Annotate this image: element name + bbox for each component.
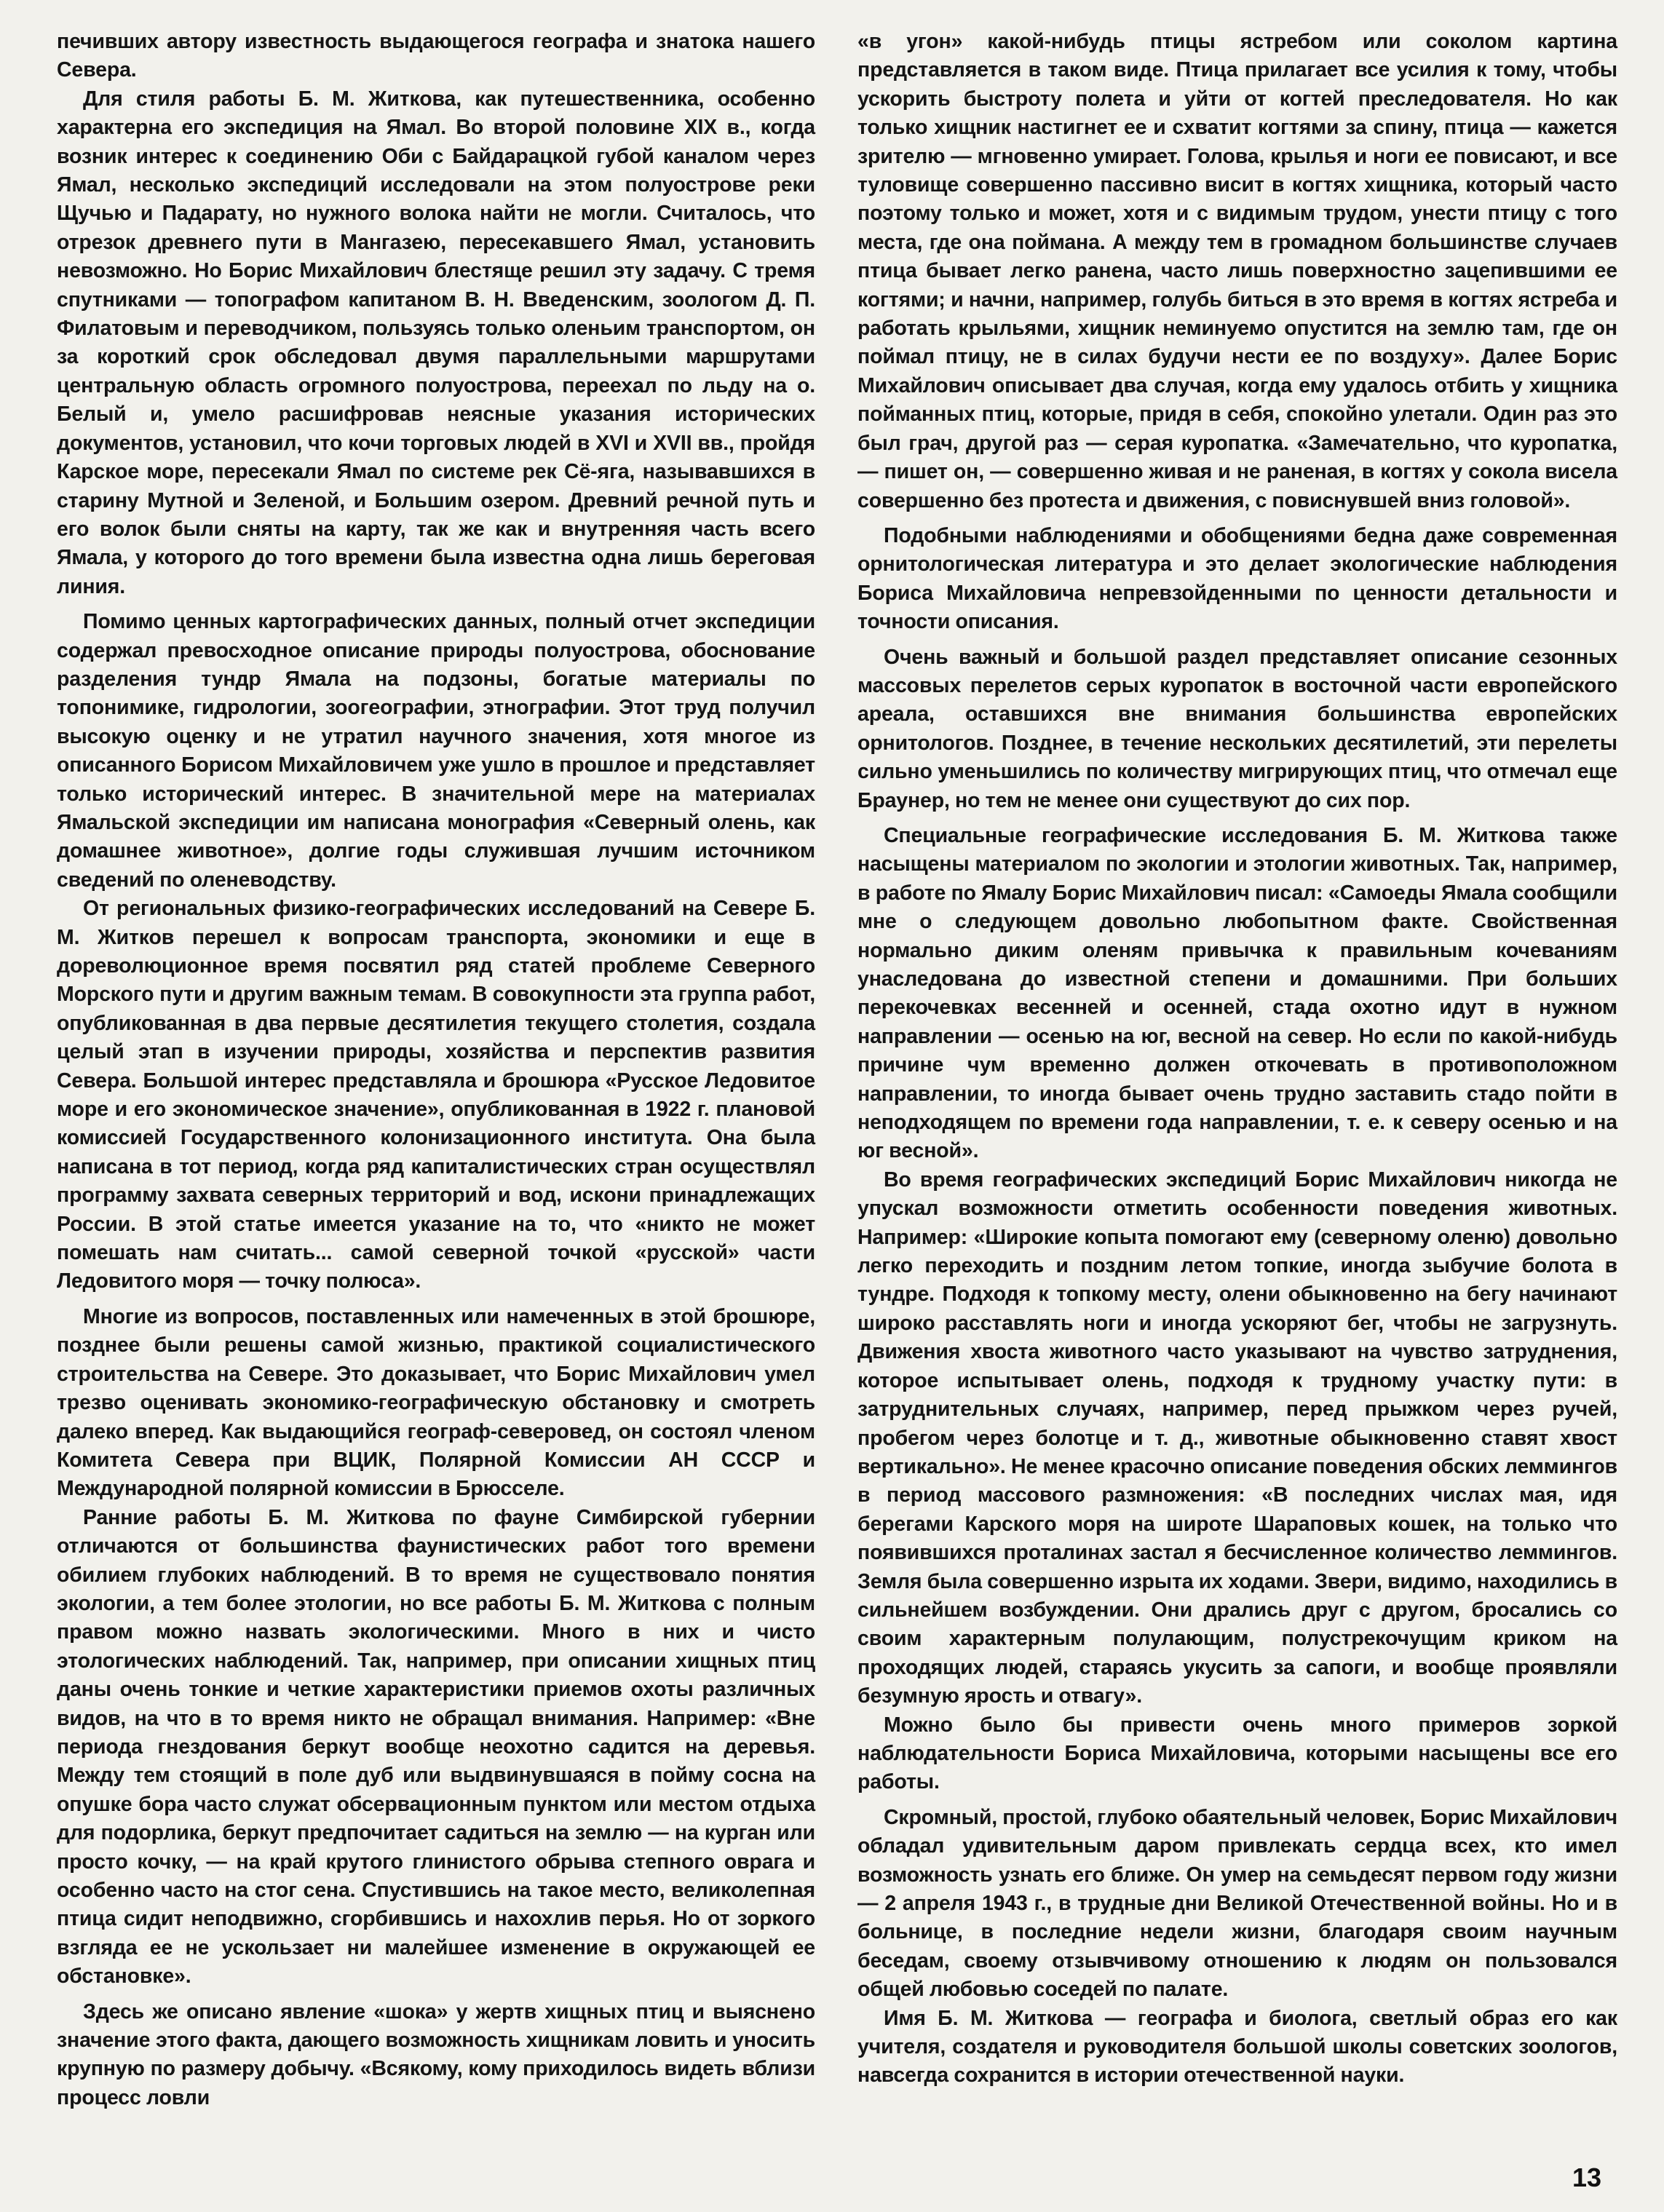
paragraph: печивших автору известность выдающегося географа и знатока нашего Севера. [57,30,815,82]
paragraph: Здесь же описано явление «шока» у жертв хищных птиц и выяснено значение этого факта, дающего возможность хищникам ловить и уносить крупную по размеру добычу. «Всякому, кому приходилось видеть вблизи процесс ловли [57,1999,815,2109]
paragraph: Многие из вопросов, поставленных или намеченных в этой брошюре, позднее были решены самой жизнью, практикой социалистического строительства на Севере. Это доказывает, что Борис Михайлович умел трезво оценивать экономико-географическую обстановку и смотреть далеко вперед. Как выдающийся географ-северовед, он состоял членом Комитета Севера при ВЦИК, Полярной Комиссии АН СССР и Международной полярной комиссии в Брюсселе. [57,1304,815,1501]
left-column [57,28,815,2112]
paragraph: Ранние работы Б. М. Житкова по фауне Симбирской губернии отличаются от большинства фаунистических работ того времени обилием глубоких наблюдений. В то время не существовало понятия экологии, а тем более этологии, но все работы Б. М. Житкова с полным правом можно назвать экологическими. Много в них и чисто этологических наблюдений. Так, например, при описании хищных птиц даны очень тонкие и четкие характеристики приемов охоты различных видов, на что в то время никто не обращал внимания. Например: «Вне периода гнездования беркут вообще неохотно садится на деревья. Между тем стоящий в поле дуб или выдвинувшаяся в пойму сосна на опушке бора часто служат обсервационным пунктом или местом отдыха для подорлика, беркут предпочитает садиться на землю — на курган или просто кочку, — на край крутого глинистого обрыва степного оврага и особенно часто на стог сена. Спустившись на такое место, великолепная птица сидит неподвижно, сгорбившись и нахохлив перья. Но от зоркого взгляда ее не ускользает ни малейшее изменение в окружающей ее обстановке». [57,1505,815,1989]
paragraph: Подобными наблюдениями и обобщениями бедна даже современная орнитологическая литература и это делает экологические наблюдения Бориса Михайловича непревзойденными по ценности детальности и точности описания. [857,523,1617,634]
page-number: 13 [1572,2163,1601,2192]
paragraph: Очень важный и большой раздел представляет описание сезонных массовых перелетов серых куропаток в восточной части европейского ареала, оставшихся вне внимания большинства европейских орнитологов. Позднее, в течение нескольких десятилетий, эти перелеты сильно уменьшились по количеству мигрирующих птиц, что отмечал еще Браунер, но тем не менее они существуют до сих пор. [857,645,1617,812]
paragraph: Во время географических экспедиций Борис Михайлович никогда не упускал возможности отметить особенности поведения животных. Например: «Широкие копыта помогают ему (северному оленю) довольно легко переходить и поздним летом топкие, иногда зыбучие болота в тундре. Подходя к топкому месту, олени обыкновенно на бегу начинают широко расставлять ноги и иногда ускоряют бег, чтобы не загрузнуть. Движения хвоста животного часто указывают на чувство затруднения, которое испытывает олень, подходя к трудному участку пути: в затруднительных случаях, например, перед прыжком через ручей, пробегом через болотце и т. д., животные обыкновенно ставят хвост вертикально». Не менее красочно описание поведения обских леммингов в период массового размножения: «В последних числах мая, идя берегами Карского моря на широте Шараповых кошек, на только что появившихся проталинах застал я бесчисленное количество леммингов. Земля была совершенно изрыта их ходами. Звери, видимо, находились в сильнейшем возбуждении. Они дрались друг с другом, бросались со своим характерным полулающим, полустрекочущим криком на проходящих людей, стараясь укусить за сапоги, и вообще проявляли безумную ярость и отвагу». [857,1168,1617,1708]
right-column [857,28,1617,2090]
paragraph: От региональных физико-географических исследований на Севере Б. М. Житков перешел к вопросам транспорта, экономики и еще в дореволюционное время посвятил ряд статей проблеме Северного Морского пути и другим важным темам. В совокупности эта группа работ, опубликованная в два первые десятилетия текущего столетия, создала целый этап в изучении природы, хозяйства и перспектив развития Севера. Большой интерес представляла и брошюра «Русское Ледовитое море и его экономическое значение», опубликованная в 1922 г. плановой комиссией Государственного колонизационного института. Она была написана в тот период, когда ряд капиталистических стран осуществлял программу захвата северных территорий и вод, искони принадлежащих России. В этой статье имеется указание на то, что «никто не может помешать нам считать... самой северной точкой «русской» части Ледовитого моря — точку полюса». [57,897,815,1293]
paragraph: «в угон» какой-нибудь птицы ястребом или соколом картина представляется в таком виде. Птица прилагает все усилия к тому, чтобы ускорить быстроту полета и уйти от когтей преследователя. Но как только хищник настигнет ее и схватит когтями за спину, птица — кажется зрителю — мгновенно умирает. Голова, крылья и ноги ее повисают, и все туловище совершенно пассивно висит в когтях хищника, который часто поэтому только и может, хотя и с видимым трудом, унести птицу с того места, где она поймана. А между тем в громадном большинстве случаев птица бывает легко ранена, часто лишь поверхностно зацепившими ее когтями; и начни, например, голубь биться в это время в когтях ястреба и работать крыльями, хищник неминуемо опустится на землю там, где он поймал птицу, не в силах будучи нести ее по воздуху». Далее Борис Михайлович описывает два случая, когда ему удалось отбить у хищника пойманных птиц, которые, придя в себя, спокойно улетали. Один раз это был грач, другой раз — серая куропатка. «Замечательно, что куропатка, — пишет он, — совершенно живая и не раненая, в когтях у сокола висела совершенно без протеста и движения, с повиснувшей вниз головой». [857,30,1617,512]
paragraph: Специальные географические исследования Б. М. Житкова также насыщены материалом по экологии и этологии животных. Так, например, в работе по Ямалу Борис Михайлович писал: «Самоеды Ямала сообщили мне о следующем довольно любопытном факте. Свойственная нормально диким оленям привычка к правильным кочеваниям унаследована до известной степени и домашними. При больших перекочевках весенней и осенней, стада охотно идут в нужном направлении — осенью на юг, весной на север. Но если по какой-нибудь причине чум временно должен откочевать в противоположном направлении, то иногда бывает очень трудно заставить стадо пойти в неподходящем по времени года направлении, т. е. к северу осенью и на юг весной». [857,823,1617,1163]
paragraph: Помимо ценных картографических данных, полный отчет экспедиции содержал превосходное описание природы полуострова, обоснование разделения тундр Ямала на подзоны, богатые материалы по топонимике, гидрологии, зоогеографии, этнографии. Этот труд получил высокую оценку и не утратил научного значения, хотя многое из описанного Борисом Михайловичем уже ушло в прошлое и представляет только исторический интерес. В значительной мере на материалах Ямальской экспедиции им написана монография «Северный олень, как домашнее животное», долгие годы служившая лучшим источником сведений по оленеводству. [57,610,815,892]
paragraph: Скромный, простой, глубоко обаятельный человек, Борис Михайлович обладал удивительным даром привлекать сердца всех, кто имел возможность узнать его ближе. Он умер на семьдесят первом году жизни — 2 апреля 1943 г., в трудные дни Великой Отечественной войны. Но и в больнице, в последние недели жизни, благодаря своим научным беседам, своему отзывчивому отношению к людям он пользовался общей любовью соседей по палате. [857,1805,1617,2002]
paragraph: Для стиля работы Б. М. Житкова, как путешественника, особенно характерна его экспедиция на Ямал. Во второй половине XIX в., когда возник интерес к соединению Оби с Байдарацкой губой каналом через Ямал, несколько экспедиций исследовали на этом полуострове реки Щучью и Падарату, но нужного волока найти не могли. Считалось, что отрезок древнего пути в Мангазею, пересекавшего Ямал, установить невозможно. Но Борис Михайлович блестяще решил эту задачу. С тремя спутниками — топографом капитаном В. Н. Введенским, зоологом Д. П. Филатовым и переводчиком, пользуясь только оленьим транспортом, он за короткий срок обследовал двумя параллельными маршрутами центральную область огромного полуострова, переехал по льду на о. Белый и, умело расшифровав неясные указания исторических документов, установил, что кочи торговых людей в XVI и XVII вв., пройдя Карское море, пересекали Ямал по системе рек Сё-яга, называвшихся в старину Мутной и Зеленой, и Большим озером. Древний речной путь и его волок были сняты на карту, так же как и внутренняя часть всего Ямала, у которого до того времени была известна одна лишь береговая линия. [57,87,815,598]
paragraph: Имя Б. М. Житкова — географа и биолога, светлый образ его как учителя, создателя и руководителя большой школы советских зоологов, навсегда сохранится в истории отечественной науки. [857,2006,1617,2088]
paragraph: Можно было бы привести очень много примеров зоркой наблюдательности Бориса Михайловича, которыми насыщены все его работы. [857,1713,1617,1794]
